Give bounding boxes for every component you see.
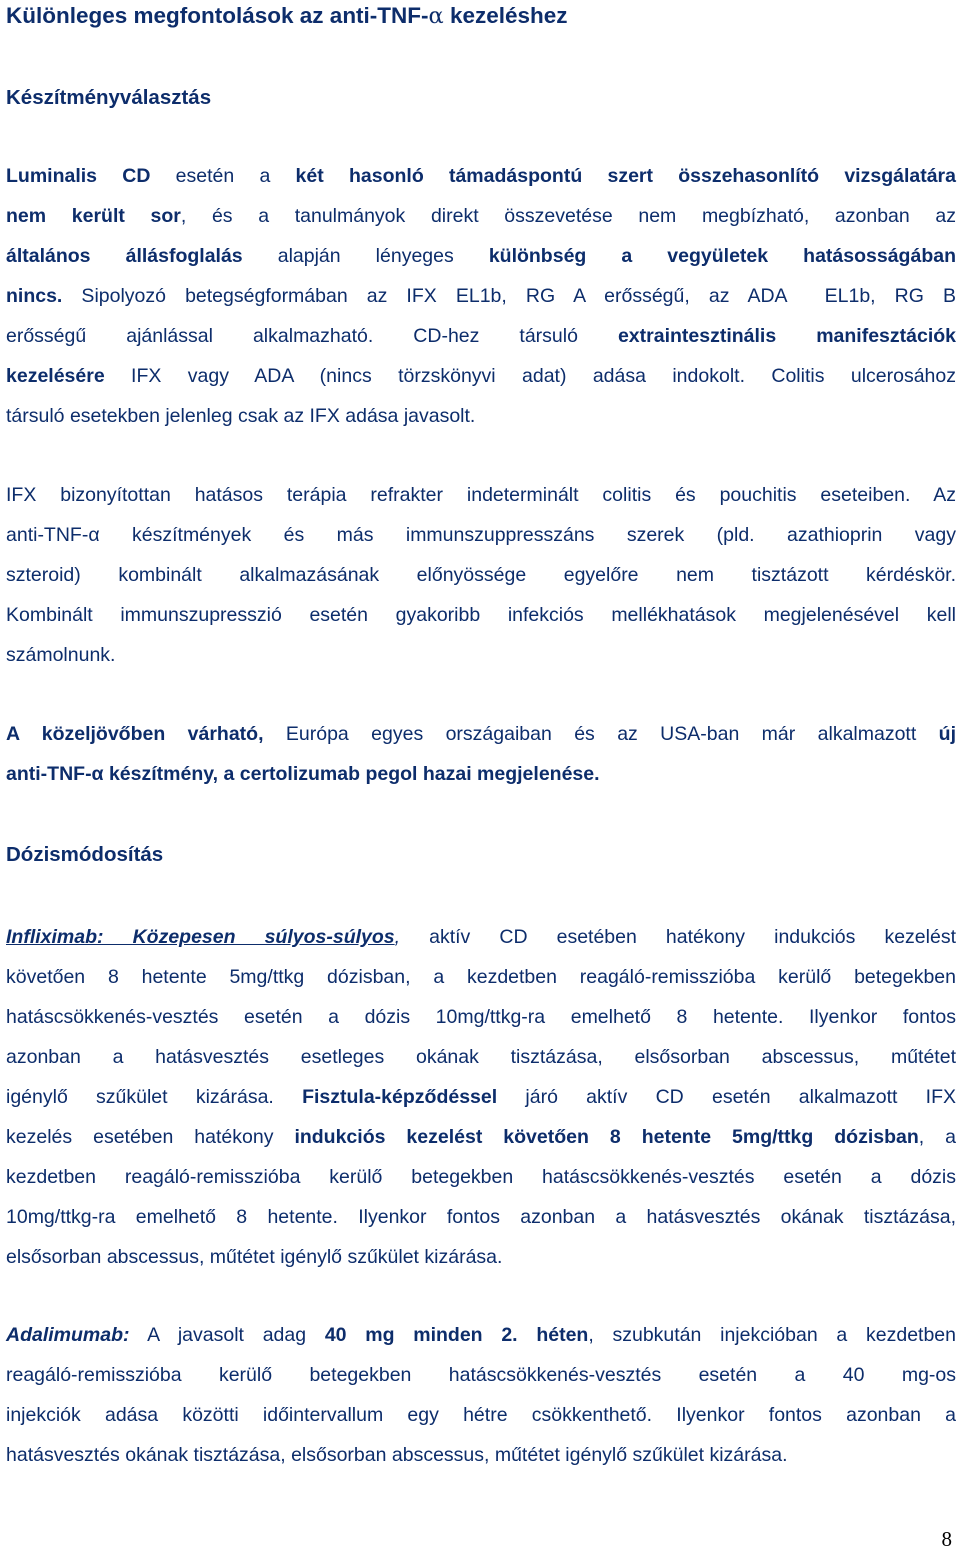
text-line [6,1435,956,1475]
text-run: erősségű ajánlással alkalmazható. CD-hez társuló [6,325,618,347]
title-text: Különleges megfontolások az anti-TNF- [6,3,429,28]
text-line [6,156,956,196]
text-run: A közeljövőben várható, [6,723,264,745]
text-run: 10mg/ttkg-ra emelhető 8 hetente. Ilyenkor fontos azonban a hatásvesztés okának tisztázása, [6,1206,956,1228]
text-line [6,714,956,754]
text-line [6,1197,956,1237]
text-run: hatásvesztés okának tisztázása, elsősorban abscessus, műtétet igénylő szűkület kizárása. [6,1444,788,1466]
text-line [6,754,956,794]
paragraph-infliximab [6,917,956,1277]
text-run: anti-TNF-α készítmények és más immunszuppresszáns szerek (pld. azathioprin vagy [6,524,956,546]
text-line [6,555,956,595]
text-line [6,316,956,356]
text-line [6,1117,956,1157]
text-run: kezelés esetében hatékony [6,1126,295,1148]
text-run: két hasonló támadáspontú szert összehasonlító vizsgálatára [295,165,956,187]
paragraph-luminalis-cd [6,156,956,436]
text-run: elsősorban abscessus, műtétet igénylő szűkület kizárása. [6,1246,503,1268]
text-run: nem került sor [6,205,181,227]
page-title [6,2,568,30]
text-line [6,276,956,316]
text-line [6,1315,956,1355]
text-run: általános állásfoglalás [6,245,243,267]
text-run: Infliximab: Közepesen súlyos-súlyos [6,926,395,948]
text-run: új [938,723,956,745]
text-line [6,917,956,957]
page-number: 8 [941,1527,952,1551]
text-run: , [394,926,401,948]
text-run: 40 mg minden 2. héten [324,1324,589,1346]
text-line [6,1237,956,1277]
text-run: reagáló-remisszióba kerülő betegekben hatáscsökkenés-vesztés esetén a 40 mg-os [6,1364,956,1386]
text-line [6,196,956,236]
text-line [6,1037,956,1077]
section-heading-dozismodositas: Dózismódosítás [6,843,164,866]
text-line [6,475,956,515]
text-run: szteroid) kombinált alkalmazásának előnyössége egyelőre nem tisztázott kérdéskör. [6,564,956,586]
text-line [6,1077,956,1117]
text-line [6,635,956,675]
title-text-end: kezeléshez [443,3,568,28]
text-run: különbség a vegyületek hatásosságában [488,245,956,267]
text-run: Sipolyozó betegségformában az IFX EL1b, RG A erősségű, az ADA EL1b, RG B [62,285,956,307]
text-run: igénylő szűkület kizárása. [6,1086,303,1108]
text-run: Fisztula-képződéssel [302,1086,498,1108]
text-run: követően 8 hetente 5mg/ttkg dózisban, a kezdetben reagáló-remisszióba kerülő betegekben [6,966,956,988]
text-run: kezelésére [6,365,105,387]
text-run: hatáscsökkenés-vesztés esetén a dózis 10mg/ttkg-ra emelhető 8 hetente. Ilyenkor fontos [6,1006,956,1028]
text-run: IFX bizonyítottan hatásos terápia refrakter indeterminált colitis és pouchitis eseteiben. Az [6,484,956,506]
text-run: számolnunk. [6,644,116,666]
text-line [6,595,956,635]
text-line [6,515,956,555]
text-run: IFX vagy ADA (nincs törzskönyvi adat) adása indokolt. Colitis ulcerosához [104,365,956,387]
text-run: injekciók adása közötti időintervallum egy hétre csökkenthető. Ilyenkor fontos azonban a [6,1404,956,1426]
paragraph-certolizumab [6,714,956,794]
paragraph-ifx-pouchitis [6,475,956,675]
text-run: indukciós kezelést követően 8 hetente 5mg/ttkg dózisban [294,1126,919,1148]
text-line [6,1395,956,1435]
text-line [6,1355,956,1395]
text-line [6,957,956,997]
text-run: aktív CD esetében hatékony indukciós kezelést [400,926,957,948]
text-run: esetén a [150,165,296,187]
text-run: , a [918,1126,956,1148]
text-line [6,396,956,436]
title-alpha-symbol: α [428,3,444,29]
text-line [6,1157,956,1197]
text-line [6,997,956,1037]
text-run: Kombinált immunszupresszió esetén gyakoribb infekciós mellékhatások megjelenésével kell [6,604,956,626]
text-run: , szubkután injekcióban a kezdetben [588,1324,956,1346]
text-run: nincs. [6,285,63,307]
text-run: A javasolt adag [129,1324,325,1346]
text-run: Luminalis CD [6,165,151,187]
text-run: azonban a hatásvesztés esetleges okának tisztázása, elsősorban abscessus, műtétet [6,1046,956,1068]
paragraph-adalimumab [6,1315,956,1475]
text-run: kezdetben reagáló-remisszióba kerülő betegekben hatáscsökkenés-vesztés esetén a dózis [6,1166,956,1188]
section-heading-keszitmenyvalasztas: Készítményválasztás [6,86,212,109]
text-run: társuló esetekben jelenleg csak az IFX adása javasolt. [6,405,476,427]
text-run: járó aktív CD esetén alkalmazott IFX [497,1086,956,1108]
text-run: Európa egyes országaiban és az USA-ban már alkalmazott [263,723,939,745]
text-line [6,356,956,396]
text-line [6,236,956,276]
text-run: anti-TNF-α készítmény, a certolizumab pegol hazai megjelenése. [6,763,600,785]
text-run: alapján lényeges [242,245,489,267]
text-run: , és a tanulmányok direkt összevetése nem megbízható, azonban az [180,205,956,227]
text-run: Adalimumab: [6,1324,130,1346]
text-run: extraintesztinális manifesztációk [617,325,956,347]
